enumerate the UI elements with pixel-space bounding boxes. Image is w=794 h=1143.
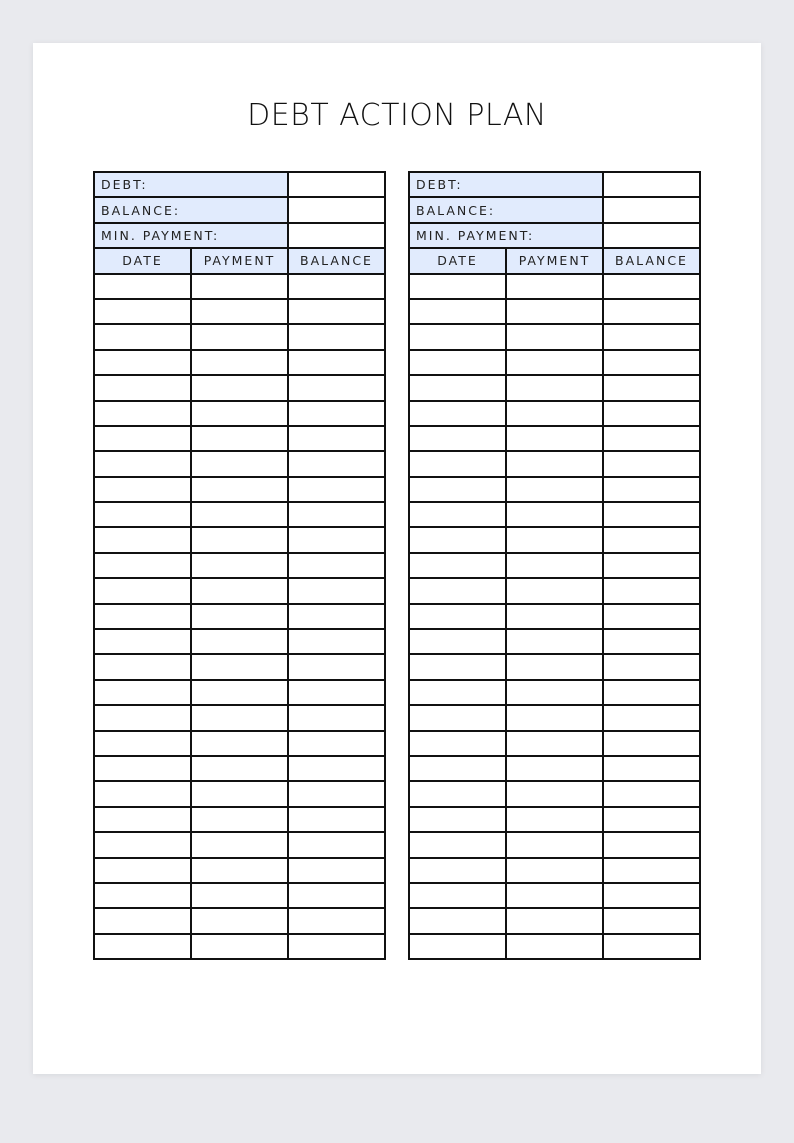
payment-cell[interactable] bbox=[191, 705, 288, 730]
debt-value-cell[interactable] bbox=[288, 172, 385, 197]
balance-cell[interactable] bbox=[288, 654, 385, 679]
payment-cell[interactable] bbox=[191, 883, 288, 908]
balance-cell[interactable] bbox=[288, 934, 385, 959]
payment-cell[interactable] bbox=[191, 324, 288, 349]
payment-cell[interactable] bbox=[191, 654, 288, 679]
date-cell[interactable] bbox=[94, 756, 191, 781]
entry-row bbox=[409, 832, 700, 857]
payment-cell[interactable] bbox=[191, 731, 288, 756]
balance-cell[interactable] bbox=[288, 375, 385, 400]
date-cell[interactable] bbox=[409, 578, 506, 603]
balance-cell[interactable] bbox=[288, 553, 385, 578]
date-cell[interactable] bbox=[94, 705, 191, 730]
payment-cell[interactable] bbox=[506, 502, 603, 527]
payment-cell[interactable] bbox=[506, 705, 603, 730]
payment-cell[interactable] bbox=[191, 832, 288, 857]
entry-row bbox=[409, 578, 700, 603]
date-cell[interactable] bbox=[94, 680, 191, 705]
date-cell[interactable] bbox=[409, 807, 506, 832]
date-cell[interactable] bbox=[409, 832, 506, 857]
payment-cell[interactable] bbox=[191, 908, 288, 933]
balance-cell[interactable] bbox=[288, 731, 385, 756]
balance-cell[interactable] bbox=[603, 908, 700, 933]
payment-cell[interactable] bbox=[191, 553, 288, 578]
payment-cell[interactable] bbox=[191, 629, 288, 654]
date-cell[interactable] bbox=[409, 375, 506, 400]
entry-rows-left bbox=[94, 274, 385, 960]
balance-cell[interactable] bbox=[603, 807, 700, 832]
column-header-payment: PAYMENT bbox=[191, 248, 288, 273]
entry-row bbox=[409, 781, 700, 806]
balance-cell[interactable] bbox=[603, 731, 700, 756]
entry-row bbox=[409, 908, 700, 933]
balance-cell[interactable] bbox=[288, 274, 385, 299]
date-cell[interactable] bbox=[94, 883, 191, 908]
date-cell[interactable] bbox=[409, 731, 506, 756]
date-cell[interactable] bbox=[409, 654, 506, 679]
date-cell[interactable] bbox=[409, 451, 506, 476]
balance-row bbox=[94, 197, 385, 222]
payment-cell[interactable] bbox=[191, 451, 288, 476]
payment-cell[interactable] bbox=[506, 908, 603, 933]
balance-cell[interactable] bbox=[603, 426, 700, 451]
entry-row bbox=[409, 451, 700, 476]
date-cell[interactable] bbox=[409, 604, 506, 629]
entry-row bbox=[409, 426, 700, 451]
entry-row bbox=[409, 502, 700, 527]
entry-row bbox=[94, 832, 385, 857]
payment-cell[interactable] bbox=[506, 731, 603, 756]
entry-row bbox=[409, 883, 700, 908]
date-cell[interactable] bbox=[94, 401, 191, 426]
balance-cell[interactable] bbox=[288, 604, 385, 629]
entry-row bbox=[94, 908, 385, 933]
entry-row bbox=[94, 401, 385, 426]
entry-row bbox=[94, 883, 385, 908]
date-cell[interactable] bbox=[94, 832, 191, 857]
debt-value-cell[interactable] bbox=[603, 172, 700, 197]
balance-cell[interactable] bbox=[288, 527, 385, 552]
entry-row bbox=[94, 629, 385, 654]
balance-cell[interactable] bbox=[603, 680, 700, 705]
date-cell[interactable] bbox=[94, 477, 191, 502]
entry-row bbox=[409, 756, 700, 781]
entry-row bbox=[94, 807, 385, 832]
date-cell[interactable] bbox=[409, 553, 506, 578]
balance-cell[interactable] bbox=[603, 274, 700, 299]
entry-row bbox=[94, 502, 385, 527]
date-cell[interactable] bbox=[94, 908, 191, 933]
date-cell[interactable] bbox=[409, 680, 506, 705]
payment-cell[interactable] bbox=[191, 781, 288, 806]
payment-cell[interactable] bbox=[506, 807, 603, 832]
balance-cell[interactable] bbox=[603, 502, 700, 527]
entry-row bbox=[409, 654, 700, 679]
entry-row bbox=[94, 350, 385, 375]
payment-cell[interactable] bbox=[506, 426, 603, 451]
date-cell[interactable] bbox=[409, 908, 506, 933]
payment-cell[interactable] bbox=[506, 578, 603, 603]
balance-cell[interactable] bbox=[288, 401, 385, 426]
date-cell[interactable] bbox=[94, 604, 191, 629]
payment-cell[interactable] bbox=[506, 756, 603, 781]
balance-cell[interactable] bbox=[288, 781, 385, 806]
entry-row bbox=[94, 705, 385, 730]
column-header-date: DATE bbox=[409, 248, 506, 273]
debt-row bbox=[94, 172, 385, 197]
date-cell[interactable] bbox=[94, 578, 191, 603]
balance-cell[interactable] bbox=[603, 578, 700, 603]
date-cell[interactable] bbox=[409, 705, 506, 730]
balance-label: BALANCE: bbox=[409, 197, 603, 222]
date-cell[interactable] bbox=[409, 350, 506, 375]
entry-row bbox=[94, 299, 385, 324]
balance-cell[interactable] bbox=[288, 324, 385, 349]
column-header-date: DATE bbox=[94, 248, 191, 273]
column-header-row bbox=[409, 248, 700, 273]
column-header-balance: BALANCE bbox=[603, 248, 700, 273]
date-cell[interactable] bbox=[94, 324, 191, 349]
date-cell[interactable] bbox=[409, 781, 506, 806]
balance-cell[interactable] bbox=[288, 883, 385, 908]
entry-row bbox=[409, 680, 700, 705]
date-cell[interactable] bbox=[94, 375, 191, 400]
payment-cell[interactable] bbox=[506, 451, 603, 476]
entry-row bbox=[94, 680, 385, 705]
payment-cell[interactable] bbox=[506, 680, 603, 705]
min-payment-label: MIN. PAYMENT: bbox=[94, 223, 288, 248]
payment-cell[interactable] bbox=[191, 578, 288, 603]
entry-row bbox=[409, 477, 700, 502]
entry-row bbox=[94, 756, 385, 781]
date-cell[interactable] bbox=[409, 934, 506, 959]
entry-row bbox=[94, 477, 385, 502]
balance-cell[interactable] bbox=[603, 705, 700, 730]
balance-value-cell[interactable] bbox=[288, 197, 385, 222]
debt-label: DEBT: bbox=[409, 172, 603, 197]
balance-cell[interactable] bbox=[288, 807, 385, 832]
balance-cell[interactable] bbox=[288, 832, 385, 857]
date-cell[interactable] bbox=[409, 324, 506, 349]
entry-row bbox=[94, 426, 385, 451]
column-header-payment: PAYMENT bbox=[506, 248, 603, 273]
entry-row bbox=[94, 654, 385, 679]
balance-label: BALANCE: bbox=[94, 197, 288, 222]
date-cell[interactable] bbox=[94, 781, 191, 806]
balance-row bbox=[409, 197, 700, 222]
balance-cell[interactable] bbox=[288, 578, 385, 603]
balance-cell[interactable] bbox=[288, 858, 385, 883]
payment-cell[interactable] bbox=[506, 781, 603, 806]
balance-cell[interactable] bbox=[603, 832, 700, 857]
balance-cell[interactable] bbox=[288, 350, 385, 375]
date-cell[interactable] bbox=[94, 502, 191, 527]
date-cell[interactable] bbox=[94, 299, 191, 324]
column-header-balance: BALANCE bbox=[288, 248, 385, 273]
date-cell[interactable] bbox=[409, 756, 506, 781]
entry-row bbox=[94, 324, 385, 349]
payment-cell[interactable] bbox=[191, 756, 288, 781]
entry-row bbox=[409, 553, 700, 578]
entry-row bbox=[94, 527, 385, 552]
payment-cell[interactable] bbox=[191, 375, 288, 400]
date-cell[interactable] bbox=[409, 502, 506, 527]
entry-row bbox=[409, 731, 700, 756]
balance-cell[interactable] bbox=[288, 756, 385, 781]
balance-cell[interactable] bbox=[603, 883, 700, 908]
entry-row bbox=[94, 731, 385, 756]
date-cell[interactable] bbox=[94, 629, 191, 654]
balance-cell[interactable] bbox=[603, 553, 700, 578]
date-cell[interactable] bbox=[94, 350, 191, 375]
entry-row bbox=[409, 527, 700, 552]
balance-cell[interactable] bbox=[603, 781, 700, 806]
entry-row bbox=[409, 274, 700, 299]
payment-cell[interactable] bbox=[506, 934, 603, 959]
payment-cell[interactable] bbox=[191, 274, 288, 299]
payment-cell[interactable] bbox=[191, 934, 288, 959]
payment-cell[interactable] bbox=[191, 527, 288, 552]
entry-row bbox=[409, 705, 700, 730]
payment-cell[interactable] bbox=[506, 299, 603, 324]
date-cell[interactable] bbox=[94, 858, 191, 883]
payment-cell[interactable] bbox=[506, 883, 603, 908]
date-cell[interactable] bbox=[409, 858, 506, 883]
balance-cell[interactable] bbox=[288, 299, 385, 324]
balance-cell[interactable] bbox=[288, 629, 385, 654]
entry-rows-right bbox=[409, 274, 700, 960]
payment-cell[interactable] bbox=[191, 680, 288, 705]
entry-row bbox=[94, 858, 385, 883]
payment-cell[interactable] bbox=[191, 502, 288, 527]
min-payment-label: MIN. PAYMENT: bbox=[409, 223, 603, 248]
date-cell[interactable] bbox=[94, 553, 191, 578]
date-cell[interactable] bbox=[94, 934, 191, 959]
entry-row bbox=[409, 604, 700, 629]
min-payment-value-cell[interactable] bbox=[288, 223, 385, 248]
balance-cell[interactable] bbox=[603, 629, 700, 654]
payment-cell[interactable] bbox=[506, 858, 603, 883]
payment-cell[interactable] bbox=[191, 604, 288, 629]
entry-row bbox=[94, 934, 385, 959]
payment-cell[interactable] bbox=[506, 553, 603, 578]
balance-cell[interactable] bbox=[603, 934, 700, 959]
date-cell[interactable] bbox=[94, 807, 191, 832]
date-cell[interactable] bbox=[409, 274, 506, 299]
balance-cell[interactable] bbox=[603, 527, 700, 552]
payment-cell[interactable] bbox=[506, 832, 603, 857]
payment-cell[interactable] bbox=[506, 527, 603, 552]
column-header-row bbox=[94, 248, 385, 273]
debt-tracker-right bbox=[408, 171, 701, 960]
balance-cell[interactable] bbox=[288, 502, 385, 527]
entry-row bbox=[94, 274, 385, 299]
date-cell[interactable] bbox=[409, 299, 506, 324]
entry-row bbox=[409, 934, 700, 959]
balance-cell[interactable] bbox=[603, 756, 700, 781]
date-cell[interactable] bbox=[409, 477, 506, 502]
payment-cell[interactable] bbox=[191, 426, 288, 451]
payment-cell[interactable] bbox=[506, 401, 603, 426]
date-cell[interactable] bbox=[409, 883, 506, 908]
debt-label: DEBT: bbox=[94, 172, 288, 197]
entry-row bbox=[409, 629, 700, 654]
date-cell[interactable] bbox=[94, 654, 191, 679]
entry-row bbox=[94, 578, 385, 603]
balance-cell[interactable] bbox=[603, 350, 700, 375]
balance-cell[interactable] bbox=[603, 477, 700, 502]
balance-cell[interactable] bbox=[288, 426, 385, 451]
balance-cell[interactable] bbox=[288, 705, 385, 730]
date-cell[interactable] bbox=[94, 451, 191, 476]
entry-row bbox=[94, 781, 385, 806]
payment-cell[interactable] bbox=[191, 858, 288, 883]
payment-cell[interactable] bbox=[191, 477, 288, 502]
entry-row bbox=[94, 375, 385, 400]
balance-value-cell[interactable] bbox=[603, 197, 700, 222]
payment-cell[interactable] bbox=[506, 375, 603, 400]
date-cell[interactable] bbox=[409, 401, 506, 426]
payment-cell[interactable] bbox=[506, 324, 603, 349]
entry-row bbox=[94, 604, 385, 629]
balance-cell[interactable] bbox=[603, 604, 700, 629]
payment-cell[interactable] bbox=[191, 401, 288, 426]
payment-cell[interactable] bbox=[506, 654, 603, 679]
payment-cell[interactable] bbox=[191, 299, 288, 324]
balance-cell[interactable] bbox=[603, 299, 700, 324]
payment-cell[interactable] bbox=[191, 350, 288, 375]
payment-cell[interactable] bbox=[506, 629, 603, 654]
date-cell[interactable] bbox=[409, 527, 506, 552]
balance-cell[interactable] bbox=[603, 324, 700, 349]
min-payment-row bbox=[94, 223, 385, 248]
date-cell[interactable] bbox=[94, 274, 191, 299]
payment-cell[interactable] bbox=[506, 604, 603, 629]
entry-row bbox=[409, 350, 700, 375]
payment-cell[interactable] bbox=[506, 274, 603, 299]
payment-cell[interactable] bbox=[191, 807, 288, 832]
entry-row bbox=[94, 553, 385, 578]
min-payment-value-cell[interactable] bbox=[603, 223, 700, 248]
entry-row bbox=[409, 401, 700, 426]
payment-cell[interactable] bbox=[506, 350, 603, 375]
entry-row bbox=[409, 324, 700, 349]
balance-cell[interactable] bbox=[603, 401, 700, 426]
entry-row bbox=[409, 807, 700, 832]
entry-row bbox=[409, 858, 700, 883]
date-cell[interactable] bbox=[94, 426, 191, 451]
date-cell[interactable] bbox=[94, 527, 191, 552]
page-title: DEBT ACTION PLAN bbox=[247, 98, 547, 133]
balance-cell[interactable] bbox=[603, 451, 700, 476]
balance-cell[interactable] bbox=[288, 680, 385, 705]
balance-cell[interactable] bbox=[288, 477, 385, 502]
entry-row bbox=[94, 451, 385, 476]
debt-tracker-left bbox=[93, 171, 386, 960]
balance-cell[interactable] bbox=[603, 858, 700, 883]
date-cell[interactable] bbox=[409, 426, 506, 451]
date-cell[interactable] bbox=[409, 629, 506, 654]
date-cell[interactable] bbox=[94, 731, 191, 756]
balance-cell[interactable] bbox=[288, 908, 385, 933]
payment-cell[interactable] bbox=[506, 477, 603, 502]
balance-cell[interactable] bbox=[603, 375, 700, 400]
debt-row bbox=[409, 172, 700, 197]
entry-row bbox=[409, 299, 700, 324]
min-payment-row bbox=[409, 223, 700, 248]
balance-cell[interactable] bbox=[288, 451, 385, 476]
balance-cell[interactable] bbox=[603, 654, 700, 679]
entry-row bbox=[409, 375, 700, 400]
